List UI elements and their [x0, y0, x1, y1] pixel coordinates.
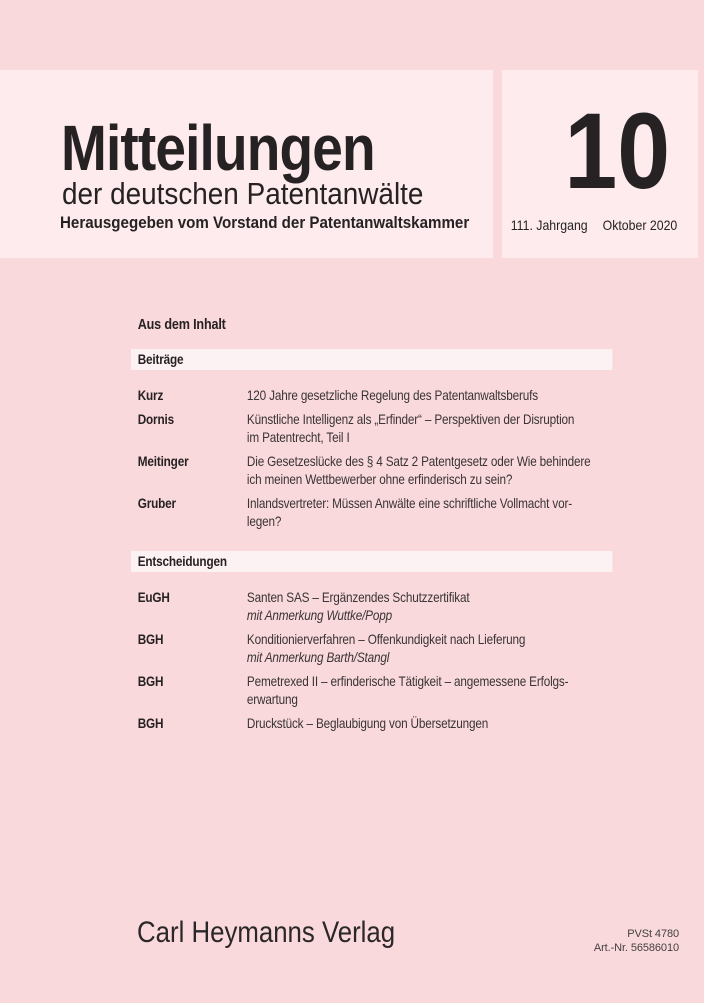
journal-title: Mitteilungen — [61, 112, 375, 184]
publisher-name: Carl Heymanns Verlag — [137, 916, 396, 949]
toc-section — [131, 551, 612, 732]
toc-entry — [138, 714, 613, 732]
journal-subtitle: der deutschen Patentanwälte — [62, 176, 424, 211]
entry-text-line: ich meinen Wettbewerber ohne erfinderisch zu sein? — [246, 471, 513, 487]
toc-entry — [138, 588, 613, 624]
entry-text-line: Inlandsvertreter: Müssen Anwälte eine schriftliche Vollmacht vor- — [246, 495, 572, 511]
toc-entry — [138, 630, 613, 666]
entry-author: Meitinger — [137, 453, 189, 469]
entry-text — [247, 494, 612, 530]
pvst-number: PVSt 4780 — [627, 928, 679, 940]
entry-text-line: legen? — [246, 513, 282, 529]
section-title-band: Beiträge — [131, 349, 612, 370]
entry-text — [247, 410, 612, 446]
entry-text — [247, 452, 612, 488]
entry-text — [247, 630, 612, 666]
toc-entry — [138, 386, 613, 404]
entry-text-line: Santen SAS – Ergänzendes Schutzzertifikat — [246, 589, 470, 605]
entry-text — [247, 386, 612, 404]
entry-author: BGH — [137, 673, 164, 689]
entry-author: EuGH — [137, 589, 170, 605]
entry-text-line: Konditionierverfahren – Offenkundigkeit nach Lieferung — [246, 631, 526, 647]
toc-entry — [138, 452, 613, 488]
entry-text — [247, 588, 612, 624]
toc-sections — [131, 349, 612, 732]
table-of-contents — [131, 317, 612, 738]
entry-text-line: Künstliche Intelligenz als „Erfinder“ – Perspektiven der Disruption — [246, 411, 575, 427]
entry-text — [247, 672, 612, 708]
entry-text-line: Druckstück – Beglaubigung von Übersetzungen — [246, 715, 489, 731]
entry-text-line: erwartung — [246, 691, 298, 707]
entry-text-line: 120 Jahre gesetzliche Regelung des Patentanwaltsberufs — [246, 387, 538, 403]
toc-entry — [138, 672, 613, 708]
entry-annotation: mit Anmerkung Wuttke/Popp — [246, 607, 392, 623]
publisher-line: Herausgegeben vom Vorstand der Patentanwaltskammer — [60, 213, 470, 232]
article-number: Art.-Nr. 56586010 — [593, 941, 679, 954]
toc-heading: Aus dem Inhalt — [137, 316, 226, 333]
issue-meta — [510, 218, 677, 233]
entry-author: Gruber — [137, 495, 176, 511]
masthead-panel — [0, 70, 493, 258]
toc-entry — [138, 410, 613, 446]
issue-date: Oktober 2020 — [602, 217, 677, 233]
volume-label: 111. Jahrgang — [510, 217, 588, 233]
entry-text-line: Pemetrexed II – erfinderische Tätigkeit – angemessene Erfolgs- — [246, 673, 569, 689]
entry-author: BGH — [137, 631, 164, 647]
section-entries — [131, 588, 612, 732]
toc-section — [131, 349, 612, 530]
section-entries — [131, 386, 612, 530]
toc-entry — [138, 494, 613, 530]
issue-number: 10 — [564, 90, 670, 211]
entry-text-line: Die Gesetzeslücke des § 4 Satz 2 Patentgesetz oder Wie behindere — [246, 453, 591, 469]
entry-author: BGH — [137, 715, 164, 731]
entry-author: Dornis — [137, 411, 174, 427]
entry-text-line: im Patentrecht, Teil I — [246, 429, 350, 445]
entry-author: Kurz — [137, 387, 164, 403]
entry-annotation: mit Anmerkung Barth/Stangl — [246, 649, 390, 665]
section-title-band: Entscheidungen — [131, 551, 612, 572]
postal-info — [594, 928, 679, 955]
entry-text — [247, 714, 612, 732]
issue-panel — [502, 70, 698, 258]
